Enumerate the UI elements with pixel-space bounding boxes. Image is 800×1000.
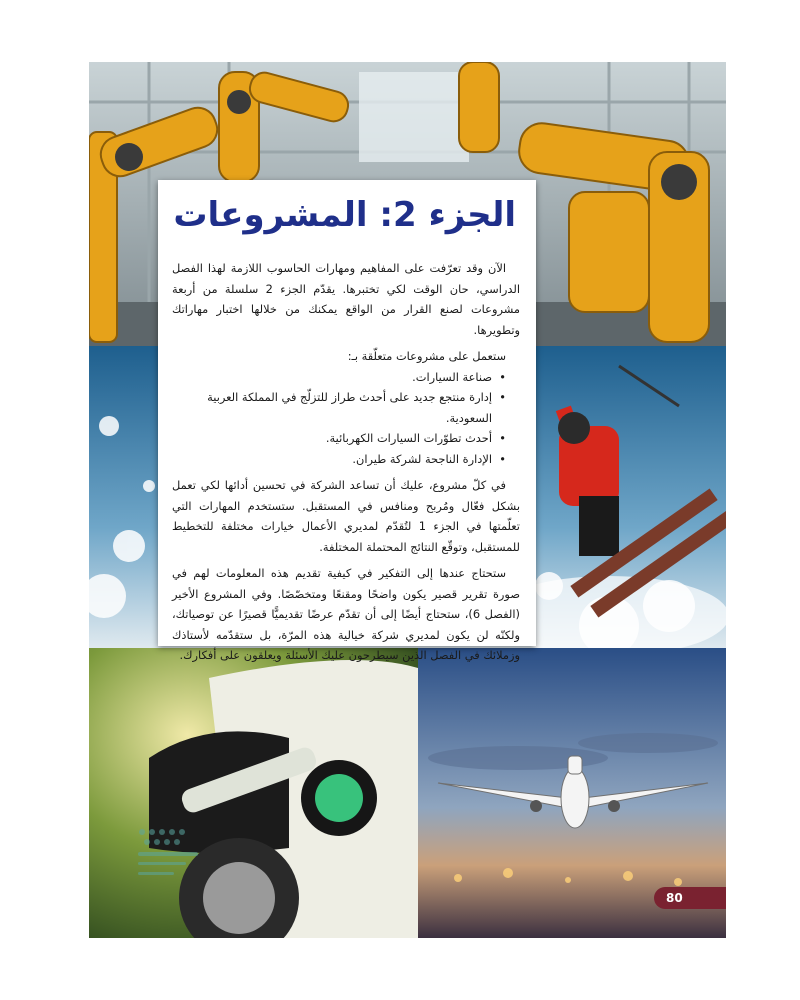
- list-item: • إدارة منتجع جديد على أحدث طراز للتزلّج في المملكة العربية السعودية.: [172, 387, 492, 428]
- projects-list: [172, 367, 520, 470]
- list-item: • صناعة السيارات.: [172, 367, 492, 388]
- text-panel: [158, 180, 536, 662]
- list-item: • أحدث تطوّرات السيارات الكهربائية.: [172, 428, 492, 449]
- list-intro: ستعمل على مشروعات متعلّقة بـ:: [347, 349, 506, 363]
- list-item: • الإدارة الناجحة لشركة طيران.: [172, 449, 492, 470]
- ministry-logo-watermark: [128, 820, 208, 886]
- paragraph-intro: الآن وقد تعرّفت على المفاهيم ومهارات الحاسوب اللازمة لهذا الفصل الدراسي، حان الوقت لكي تختبرها. يقدّم الجزء 2 سلسلة من أربعة مشروعات لصنع القرار من الواقع يمكنك من خلالها اختبار مهاراتك وتطويرها.: [172, 261, 520, 337]
- paragraph-presentation: ستحتاج عندها إلى التفكير في كيفية تقديم هذه المعلومات لهم في صورة تقرير قصير يكون واضحًا ومقنعًا ومتخصّصًا. وفي المشروع الأخير (الفصل 6)، ستحتاج أيضًا إلى أن تقدّم عرضًا تقديميًّا قصيرًا عن توصياتك، ولكنّه لن يكون لمديري شركة خيالية هذه المرّة، بل ستقدّمه لأستاذك وزملائك في الفصل الذين سيطرحون عليك الأسئلة ويعلقون على أفكارك.: [172, 566, 520, 662]
- page-title: الجزء 2: المشروعات: [173, 195, 516, 235]
- ev-charging-image: [89, 648, 418, 938]
- page-number-badge: 80: [654, 887, 726, 909]
- paragraph-projects: في كلّ مشروع، عليك أن تساعد الشركة في تحسين أدائها لكي تعمل بشكل فعّال ومُربح ومنافس في المستقبل. ستستخدم المهارات التي تعلّمتها في الجزء 1 لتُقدّم لمديري الأعمال خيارات مختلفة للتخطيط للمستقبل، وتوقّع النتائج المحتملة المختلفة.: [172, 478, 520, 554]
